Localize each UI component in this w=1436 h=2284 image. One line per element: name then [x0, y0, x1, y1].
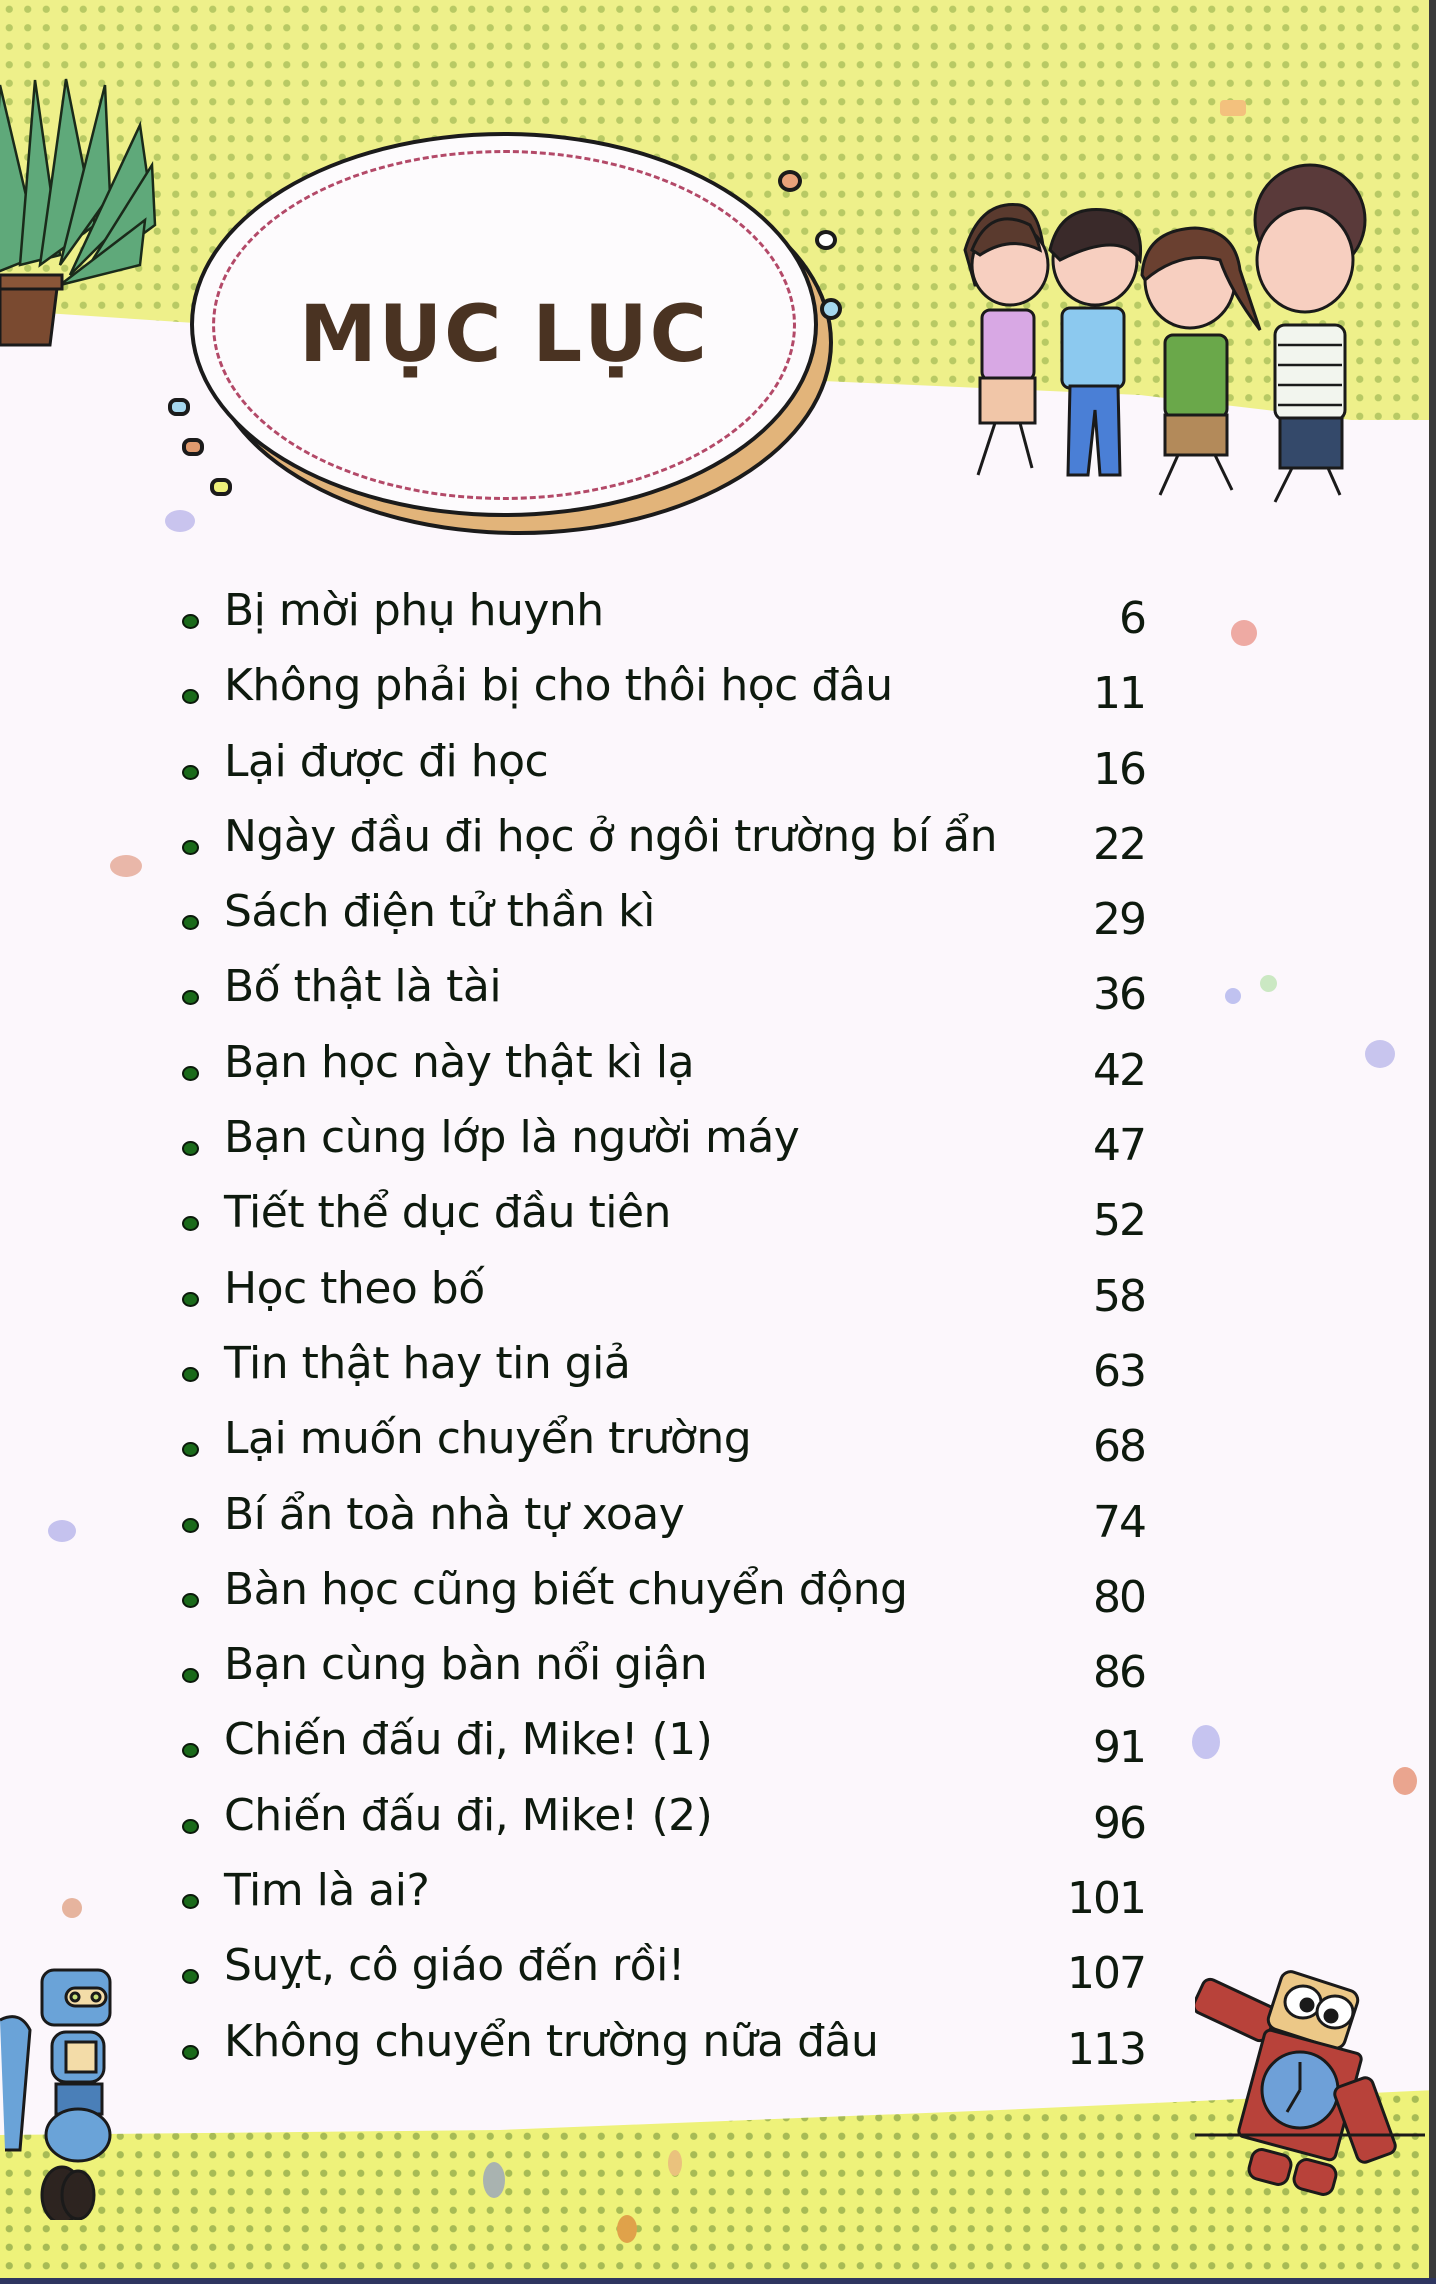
- table-of-contents: [170, 585, 1170, 2091]
- toc-item-title: Học theo bố: [224, 1262, 485, 1314]
- toc-item-title: Bạn cùng lớp là người máy: [224, 1112, 800, 1164]
- toc-item-title: Ngày đầu đi học ở ngôi trường bí ẩn: [224, 810, 998, 862]
- bullet-icon: [182, 990, 199, 1005]
- toc-item[interactable]: [170, 1112, 1170, 1187]
- toc-item[interactable]: [170, 736, 1170, 811]
- toc-item[interactable]: [170, 1187, 1170, 1262]
- decor-bubble: [820, 298, 842, 320]
- confetti-dot: [617, 2215, 637, 2243]
- confetti-dot: [1393, 1767, 1417, 1795]
- toc-item[interactable]: [170, 1413, 1170, 1488]
- toc-item-title: Bố thật là tài: [224, 961, 502, 1013]
- bullet-icon: [182, 1367, 199, 1382]
- toc-item-page: 96: [1093, 1797, 1145, 1849]
- toc-item[interactable]: [170, 1940, 1170, 2015]
- toc-item[interactable]: [170, 1714, 1170, 1789]
- toc-item-page: 16: [1093, 743, 1145, 795]
- toc-item-title: Không chuyển trường nữa đâu: [224, 2015, 879, 2067]
- bullet-icon: [182, 1518, 199, 1533]
- toc-item[interactable]: [170, 660, 1170, 735]
- confetti-dot: [62, 1898, 82, 1918]
- toc-item-page: 91: [1093, 1722, 1145, 1774]
- toc-item-page: 80: [1093, 1571, 1145, 1623]
- confetti-dot: [165, 510, 195, 532]
- bullet-icon: [182, 1969, 199, 1984]
- toc-item-title: Suỵt, cô giáo đến rồi!: [224, 1940, 685, 1992]
- decor-bubble: [815, 230, 837, 250]
- bullet-icon: [182, 1894, 199, 1909]
- toc-item-title: Lại được đi học: [224, 735, 549, 787]
- toc-item-title: Bí ẩn toà nhà tự xoay: [224, 1488, 685, 1540]
- toc-item[interactable]: [170, 1489, 1170, 1564]
- toc-item[interactable]: [170, 1790, 1170, 1865]
- toc-item-title: Lại muốn chuyển trường: [224, 1413, 752, 1465]
- bullet-icon: [182, 1141, 199, 1156]
- decor-bubble: [182, 438, 204, 456]
- page-edge-right: [1429, 0, 1436, 2284]
- toc-item[interactable]: [170, 1037, 1170, 1112]
- bullet-icon: [182, 1066, 199, 1081]
- toc-item-title: Bạn học này thật kì lạ: [224, 1036, 695, 1088]
- toc-item[interactable]: [170, 886, 1170, 961]
- page-title: MỤC LỤC: [299, 290, 709, 380]
- bullet-icon: [182, 765, 199, 780]
- toc-item-page: 29: [1093, 894, 1145, 946]
- toc-item-title: Bị mời phụ huynh: [224, 585, 604, 636]
- confetti-dot: [1231, 620, 1257, 646]
- toc-item-title: Bàn học cũng biết chuyển động: [224, 1563, 908, 1615]
- confetti-dot: [1365, 1040, 1395, 1068]
- toc-item-page: 68: [1093, 1421, 1145, 1473]
- toc-item-page: 47: [1093, 1120, 1145, 1172]
- toc-item-page: 58: [1093, 1270, 1145, 1322]
- toc-item[interactable]: [170, 585, 1170, 660]
- toc-item-title: Bạn cùng bàn nổi giận: [224, 1639, 708, 1691]
- decor-bubble: [778, 170, 802, 192]
- toc-item-page: 101: [1067, 1873, 1145, 1925]
- confetti-dot: [48, 1520, 76, 1542]
- toc-item-title: Tim là ai?: [224, 1865, 430, 1917]
- toc-item-title: Chiến đấu đi, Mike! (2): [224, 1789, 713, 1841]
- potted-plant-icon: [0, 75, 160, 355]
- confetti-dot: [110, 855, 142, 877]
- toc-item-page: 52: [1093, 1195, 1145, 1247]
- toc-item[interactable]: [170, 961, 1170, 1036]
- bullet-icon: [182, 1593, 199, 1608]
- toc-item-page: 6: [1119, 593, 1145, 644]
- confetti-dot: [1225, 988, 1241, 1004]
- page-edge-bottom: [0, 2278, 1436, 2284]
- children-walking-illustration: [920, 150, 1380, 520]
- toc-item-page: 63: [1093, 1345, 1145, 1397]
- bullet-icon: [182, 614, 199, 629]
- bullet-icon: [182, 1668, 199, 1683]
- toc-item-page: 11: [1093, 668, 1145, 720]
- confetti-dot: [668, 2150, 682, 2176]
- decor-bubble: [168, 398, 190, 416]
- confetti-dot: [1260, 975, 1277, 992]
- toc-item-title: Sách điện tử thần kì: [224, 886, 655, 938]
- bullet-icon: [182, 2045, 199, 2060]
- toc-item[interactable]: [170, 1263, 1170, 1338]
- bullet-icon: [182, 1743, 199, 1758]
- toc-item-page: 107: [1067, 1948, 1145, 2000]
- bullet-icon: [182, 689, 199, 704]
- toc-item-title: Tiết thể dục đầu tiên: [224, 1187, 671, 1239]
- toc-item[interactable]: [170, 2016, 1170, 2091]
- toc-item-page: 113: [1067, 2023, 1145, 2075]
- clock-robot-illustration: [1195, 1940, 1430, 2230]
- toc-item-page: 74: [1093, 1496, 1145, 1548]
- decor-bubble: [210, 478, 232, 496]
- bullet-icon: [182, 1292, 199, 1307]
- toc-item-title: Không phải bị cho thôi học đâu: [224, 660, 893, 712]
- toc-item-title: Chiến đấu đi, Mike! (1): [224, 1714, 713, 1766]
- bullet-icon: [182, 915, 199, 930]
- toc-item-title: Tin thật hay tin giả: [224, 1337, 631, 1389]
- toc-item-page: 42: [1093, 1044, 1145, 1096]
- toc-item[interactable]: [170, 1338, 1170, 1413]
- toc-item-page: 36: [1093, 969, 1145, 1021]
- toc-item[interactable]: [170, 811, 1170, 886]
- bullet-icon: [182, 1442, 199, 1457]
- toc-item[interactable]: [170, 1865, 1170, 1940]
- bullet-icon: [182, 1819, 199, 1834]
- confetti-dot: [483, 2162, 505, 2198]
- toc-item-page: 22: [1093, 818, 1145, 870]
- confetti-dot: [1220, 100, 1246, 116]
- blue-robot-illustration: [0, 1960, 130, 2220]
- toc-item-page: 86: [1093, 1647, 1145, 1699]
- toc-item[interactable]: [170, 1639, 1170, 1714]
- confetti-dot: [1192, 1725, 1220, 1759]
- toc-item[interactable]: [170, 1564, 1170, 1639]
- bullet-icon: [182, 1216, 199, 1231]
- bullet-icon: [182, 840, 199, 855]
